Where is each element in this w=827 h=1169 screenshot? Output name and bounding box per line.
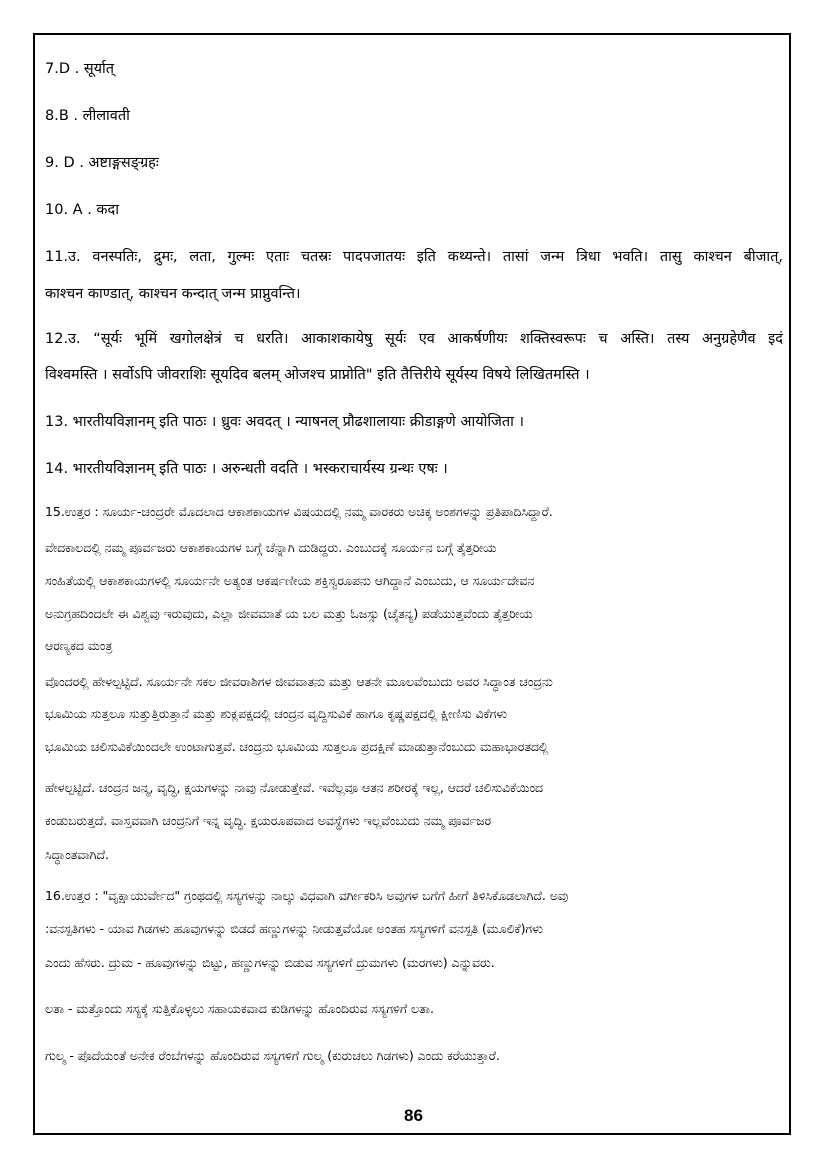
answer-15c-line-3: ಸಿದ್ಧಾಂತವಾಗಿದೆ. [45,847,109,862]
answer-15c-line-2: ಕಂಡುಬರುತ್ತದೆ. ವಾಸ್ತವವಾಗಿ ಚಂದ್ರನಿಗೆ ಇನ್ನ ವೃದ್ಧಿ. ಕ್ಷಯರೂಪವಾದ ಅವಸ್ಥೆಗಳು ಇಲ್ಲವೆಂಬುದು ನಮ್ಮ ಪೂರ್ವಜರ [45,813,492,828]
answer-16-line-1: 16.ಉತ್ತರ : "ವೃಕ್ಷಾಯುರ್ವೇದ" ಗ್ರಂಥದಲ್ಲಿ ಸಸ್ಯಗಳನ್ನು ನಾಲ್ಕು ವಿಧವಾಗಿ ವರ್ಗೀಕರಿಸಿ ಅವುಗಳ ಬಗೆಗೆ ಹೀಗೆ ತಿಳಿಸಿಕೊಡಲಾಗಿದೆ. ಅವು [45,888,569,903]
lata-definition: ಲತಾ - ಮತ್ತೊಂದು ಸಸ್ಯಕ್ಕೆ ಸುತ್ತಿಕೊಳ್ಳಲು ಸಹಾಯಕವಾದ ಕುಡಿಗಳನ್ನು ಹೊಂದಿರುವ ಸಸ್ಯಗಳಿಗೆ ಲತಾ. [45,1001,434,1016]
page-number: 86 [404,1106,423,1125]
answer-15b-line-3: ಭೂಮಿಯ ಚಲಿಸುವಿಕೆಯಿಂದಲೇ ಉಂಟಾಗುತ್ತವೆ. ಚಂದ್ರನು ಭೂಮಿಯ ಸುತ್ತಲೂ ಪ್ರದಕ್ಷಿಣೆ ಮಾಡುತ್ತಾನೆಂಬುದು ಮಹಾಭಾರತದಲ್ಲಿ [45,739,549,754]
answer-16-line-3: ಎಂದು ಹೆಸರು. ದ್ರುಮ - ಹೂವುಗಳನ್ನು ಬಿಟ್ಟು, ಹಣ್ಣುಗಳನ್ನು ಬಿಡುವ ಸಸ್ಯಗಳಿಗೆ ದ್ರುಮಗಳು (ಮರಗಳು) ಎನ್ನುವರು. [45,955,495,970]
answer-15-line-5: ಆರಣ್ಯಕದ ಮಂತ್ರ [45,638,113,653]
gulma-definition: ಗುಲ್ಮ - ಪೊದೆಯಂತೆ ಅನೇಕ ರೆಂಬೆಗಳನ್ನು ಹೊಂದಿರುವ ಸಸ್ಯಗಳಿಗೆ ಗುಲ್ಮ (ಕುರುಚಲು ಗಿಡಗಳು) ಎಂದು ಕರೆಯುತ್ತಾರೆ. [45,1048,500,1063]
answer-12-line-2: विश्वमस्ति । सर्वोऽपि जीवराशिः सूयदिव बलम् ओजश्च प्राप्नोति" इति तैत्तिरीये सूर्यस्य विषये लिखितमस्ति । [45,367,590,383]
answer-15c-line-1: ಹೇಳಲ್ಪಟ್ಟಿದೆ. ಚಂದ್ರನ ಜನ್ಮ, ವೃದ್ಧಿ, ಕ್ಷಯಗಳನ್ನು ನಾವು ನೋಡುತ್ತೇವೆ. ಇವೆಲ್ಲವೂ ಆತನ ಶರೀರಕ್ಕೆ ಇಲ್ಲ, ಆದರೆ ಚಲಿಸುವಿಕೆಯಿಂದ [45,780,544,795]
answer-8: 8.B . लीलावती [45,108,130,124]
answer-10: 10. A . कदा [45,202,120,218]
answer-11-line-2: काश्चन काण्डात्, काश्चन कन्दात् जन्म प्राप्नुवन्ति। [45,286,301,302]
answer-12-line-1: 12.उ. “सूर्यः भूमिं खगोलक्षेत्रं च धरति। आकाशकायेषु सूर्यः एव आकर्षणीयः शक्तिस्वरूपः च अस्ति। तस्य अनुग्रहेणैव इदं [45,331,783,347]
answer-15-line-3: ಸಂಹಿತೆಯಲ್ಲಿ ಆಕಾಶಕಾಯಗಳಲ್ಲಿ ಸೂರ್ಯನೇ ಅತ್ಯಂತ ಆಕರ್ಷಣೀಯ ಶಕ್ತಿಸ್ವರೂಪನು ಆಗಿದ್ದಾನೆ ಎಂಬುದು, ಆ ಸೂರ್ಯದೇವನ [45,573,535,588]
answer-14: 14. भारतीयविज्ञानम् इति पाठः । अरुन्धती वदति । भस्कराचार्यस्य ग्रन्थः एषः । [45,461,448,477]
answer-15-line-2: ವೇದಕಾಲದಲ್ಲಿ ನಮ್ಮ ಪೂರ್ವಜರು ಆಕಾಶಕಾಯಗಳ ಬಗ್ಗೆ ಚೆನ್ನಾಗಿ ದುಡಿದ್ದರು. ಎಂಬುದಕ್ಕೆ ಸೂರ್ಯನ ಬಗ್ಗೆ ತೈತ್ತರೀಯ [45,540,497,555]
answer-7: 7.D . सूर्यात् [45,61,115,77]
answer-15b-line-1: ವೊಂದರಲ್ಲಿ ಹೇಳಲ್ಪಟ್ಟಿದೆ. ಸೂರ್ಯನೇ ಸಕಲ ಜೀವರಾಶಿಗಳ ಜೀವವಾತನು ಮತ್ತು ಆತನೇ ಮೂಲವೆಂಬುದು ಅವರ ಸಿದ್ಧಾಂತ ಚಂದ್ರನು [45,674,553,689]
answer-11-line-1: 11.उ. वनस्पतिः, द्रुमः, लता, गुल्मः एताः चतस्रः पादपजातयः इति कथ्यन्ते। तासां जन्म त्रिधा भवति। तासु काश्चन बीजात्, [45,249,783,265]
answer-15b-line-2: ಭೂಮಿಯ ಸುತ್ತಲೂ ಸುತ್ತುತ್ತಿರುತ್ತಾನೆ ಮತ್ತು ಶುಕ್ಲಪಕ್ಷದಲ್ಲಿ ಚಂದ್ರನ ವೃದ್ದಿಸುವಿಕೆ ಹಾಗೂ ಕೃಷ್ಣಪಕ್ಷದಲ್ಲಿ ಕ್ಷೀಣಿಸು ವಿಕೆಗಳು [45,706,508,721]
answer-16-line-2: :ವನಸ್ಪತಿಗಳು - ಯಾವ ಗಿಡಗಳು ಹೂವುಗಳನ್ನು ಬಿಡದೆ ಹಣ್ಣುಗಳನ್ನು ನೀಡುತ್ತವೆಯೋ ಅಂತಹ ಸಸ್ಯಗಳಿಗೆ ವನಸ್ಪತಿ (ಮೂಲಿಕೆ)ಗಳು [45,921,543,936]
answer-13: 13. भारतीयविज्ञानम् इति पाठः । ध्रुवः अवदत् । न्याषनल् प्रौढशालायाः क्रीडाङ्गणे आयोजिता । [45,414,525,430]
answer-15-line-4: ಅನುಗ್ರಹದಿಂದಲೇ ಈ ವಿಶ್ವವು ಇರುವುದು, ಎಲ್ಲಾ ಜೀವಮಾತೆ ಯ ಬಲ ಮತ್ತು ಓಜಸ್ಸು (ಚೈತನ್ಯ) ಪಡೆಯುತ್ತವೆಂದು ತೈತ್ತರೀಯ [45,606,533,621]
answer-15-line-1: 15.ಉತ್ತರ : ಸೂರ್ಯ-ಚಂದ್ರರೇ ಮೊದಲಾದ ಆಕಾಶಕಾಯಗಳ ವಿಷಯದಲ್ಲಿ ನಮ್ಮ ವಾರಕರು ಅಚಿಕ್ಕ ಅಂಶಗಳನ್ನು ಪ್ರತಿಪಾದಿಸಿದ್ದಾರೆ. [45,504,553,519]
answer-9: 9. D . अष्टाङ्गसङ्ग्रहः [45,155,159,171]
